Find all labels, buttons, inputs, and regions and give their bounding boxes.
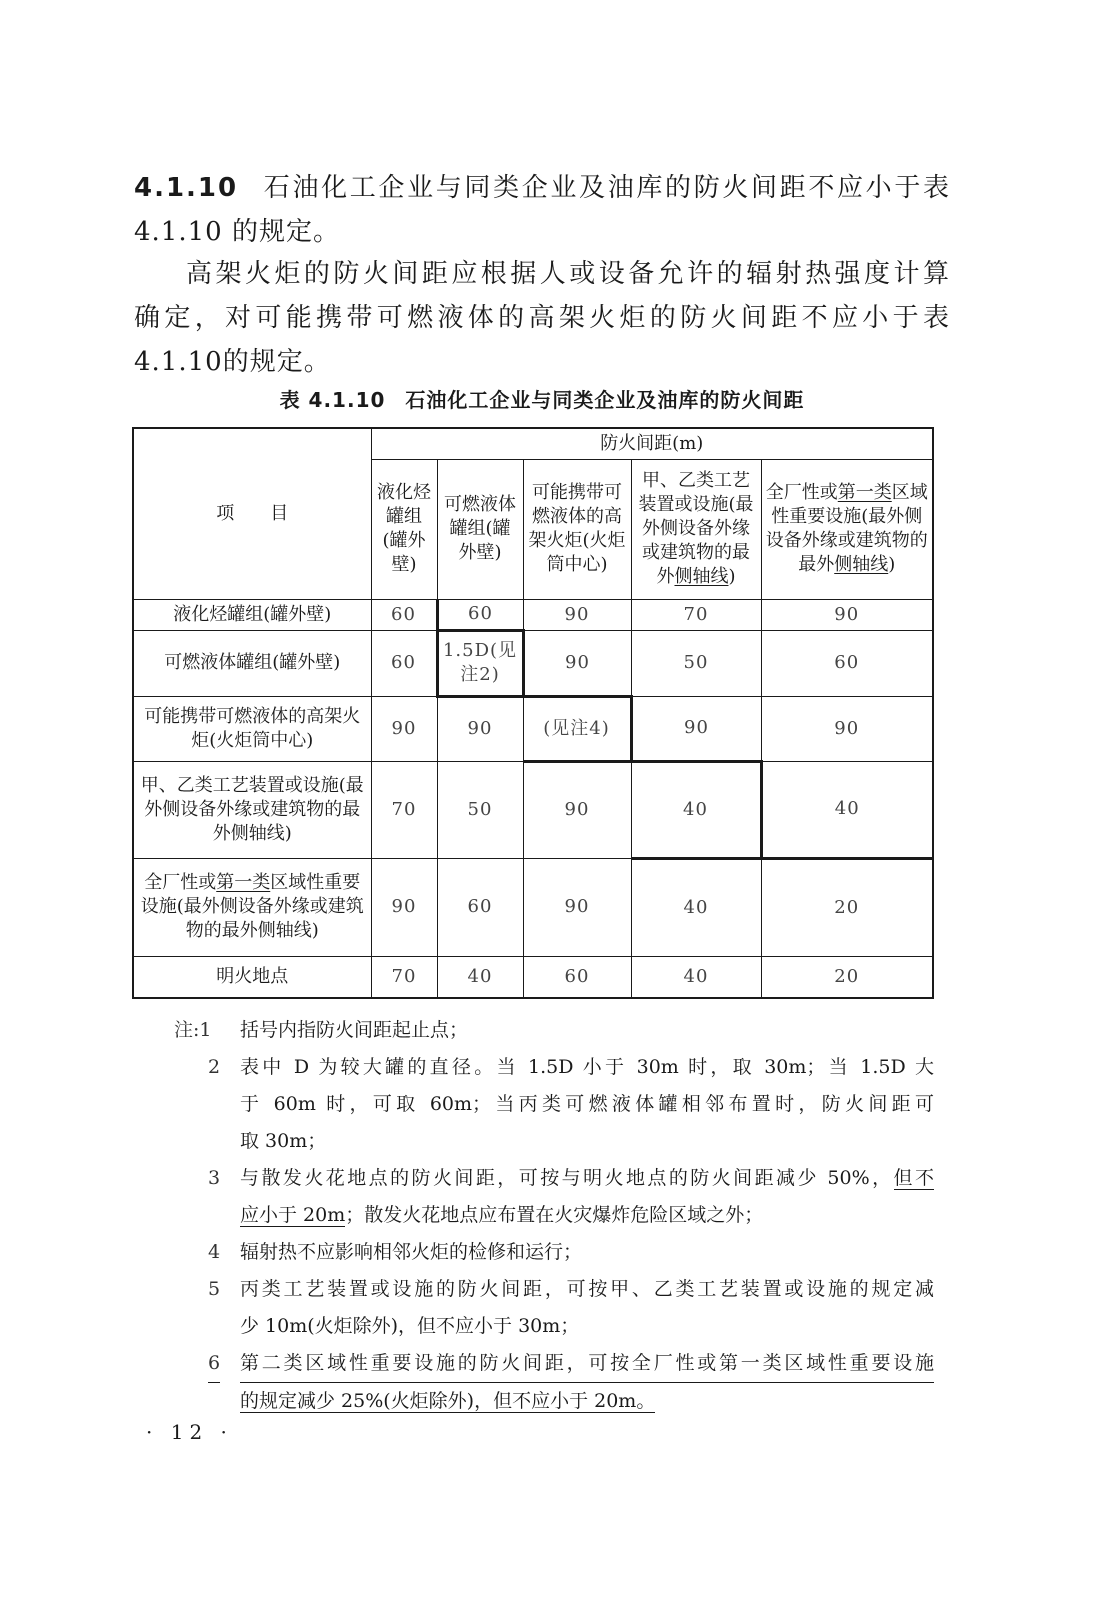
note-text: 少 10m(火炬除外)，但不应小于 30m； — [240, 1315, 580, 1337]
note-item — [174, 1049, 934, 1160]
row-header: 全厂性或第一类区域性重要设施(最外侧设备外缘或建筑物的最外侧轴线) — [133, 858, 371, 956]
paragraph-flare — [134, 252, 950, 384]
note-text: 括号内指防火间距起止点； — [240, 1019, 469, 1041]
note-item — [174, 1234, 934, 1271]
table-cell: 60 — [523, 956, 631, 998]
fire-distance-table — [132, 427, 934, 999]
table-cell: 40 — [437, 956, 523, 998]
note-number: 2 — [208, 1056, 221, 1078]
table-cell: 60 — [437, 599, 523, 630]
section-number: 4.1.10 — [134, 173, 239, 203]
table-caption — [134, 384, 950, 413]
paragraph-text: 高架火炬的防火间距应根据人或设备允许的辐射热强度计算 — [186, 259, 950, 289]
table-notes — [174, 1012, 934, 1420]
table-cell: (见注4) — [523, 696, 631, 761]
row-header: 明火地点 — [133, 956, 371, 998]
item-header: 项 目 — [133, 428, 371, 599]
table-cell: 90 — [437, 696, 523, 761]
table-cell: 1.5D(见注2) — [437, 630, 523, 696]
note-number: 3 — [208, 1167, 221, 1189]
note-text: 表中 D 为较大罐的直径。当 1.5D 小于 30m 时，取 30m；当 1.5D 大 — [240, 1056, 934, 1078]
row-header: 液化烃罐组(罐外壁) — [133, 599, 371, 630]
paragraph-text: 确定，对可能携带可燃液体的高架火炬的防火间距不应小于表 — [134, 303, 950, 333]
table-cell: 90 — [523, 858, 631, 956]
note-text: 的规定减少 25%(火炬除外)，但不应小于 20m。 — [240, 1390, 656, 1412]
table-cell: 90 — [631, 696, 761, 761]
column-header: 可燃液体罐组(罐外壁) — [437, 459, 523, 599]
column-header: 甲、乙类工艺装置或设施(最外侧设备外缘或建筑物的最外侧轴线) — [631, 459, 761, 599]
table-cell: 40 — [631, 858, 761, 956]
row-header: 甲、乙类工艺装置或设施(最外侧设备外缘或建筑物的最外侧轴线) — [133, 761, 371, 858]
table-cell: 90 — [371, 696, 437, 761]
table-cell: 70 — [371, 761, 437, 858]
column-header: 可能携带可燃液体的高架火炬(火炬筒中心) — [523, 459, 631, 599]
note-text: 与散发火花地点的防火间距，可按与明火地点的防火间距减少 50%，但不 — [240, 1167, 934, 1189]
table-cell: 20 — [761, 956, 933, 998]
table-cell: 40 — [631, 761, 761, 858]
table-cell: 50 — [437, 761, 523, 858]
column-header: 液化烃罐组(罐外壁) — [371, 459, 437, 599]
table-cell: 60 — [761, 630, 933, 696]
table-cell: 60 — [437, 858, 523, 956]
row-header: 可燃液体罐组(罐外壁) — [133, 630, 371, 696]
table-cell: 90 — [523, 761, 631, 858]
table-cell: 90 — [761, 599, 933, 630]
note-number: 6 — [208, 1345, 220, 1383]
note-text: 取 30m； — [240, 1130, 327, 1152]
table-row — [133, 761, 933, 858]
table-cell: 90 — [523, 630, 631, 696]
note-text: 于 60m 时，可取 60m；当丙类可燃液体罐相邻布置时，防火间距可 — [240, 1093, 934, 1115]
group-header: 防火间距(m) — [371, 428, 933, 459]
table-caption-title: 石油化工企业与同类企业及油库的防火间距 — [405, 388, 805, 412]
note-item — [174, 1160, 934, 1234]
note-number: 4 — [208, 1241, 221, 1263]
table-cell: 40 — [761, 761, 933, 858]
column-header: 全厂性或第一类区域性重要设施(最外侧设备外缘或建筑物的最外侧轴线) — [761, 459, 933, 599]
table-cell: 20 — [761, 858, 933, 956]
table-cell: 90 — [761, 696, 933, 761]
table-cell: 90 — [371, 858, 437, 956]
table-caption-number: 表 4.1.10 — [279, 388, 386, 412]
table-row — [133, 630, 933, 696]
paragraph-4-1-10 — [134, 166, 950, 254]
note-item — [174, 1012, 934, 1049]
table-cell: 50 — [631, 630, 761, 696]
table-cell: 90 — [523, 599, 631, 630]
note-prefix: 注:1 — [174, 1019, 212, 1041]
note-number: 5 — [208, 1278, 221, 1300]
table-header-row — [133, 428, 933, 459]
note-text: 第二类区域性重要设施的防火间距，可按全厂性或第一类区域性重要设施 — [240, 1345, 934, 1383]
paragraph-text: 4.1.10的规定。 — [134, 347, 331, 377]
paragraph-text: 石油化工企业与同类企业及油库的防火间距不应小于表 — [262, 173, 950, 203]
row-header: 可能携带可燃液体的高架火炬(火炬筒中心) — [133, 696, 371, 761]
note-item — [174, 1345, 934, 1420]
note-text: 辐射热不应影响相邻火炬的检修和运行； — [240, 1241, 583, 1263]
table-row — [133, 956, 933, 998]
note-text: 丙类工艺装置或设施的防火间距，可按甲、乙类工艺装置或设施的规定减 — [240, 1278, 934, 1300]
note-text: 应小于 20m；散发火花地点应布置在火灾爆炸危险区域之外； — [240, 1204, 764, 1226]
note-item — [174, 1271, 934, 1345]
table-cell: 60 — [371, 599, 437, 630]
table-cell: 70 — [371, 956, 437, 998]
paragraph-text: 4.1.10 的规定。 — [134, 217, 340, 247]
table-cell: 70 — [631, 599, 761, 630]
page-number: · 12 · — [146, 1420, 233, 1444]
table-row — [133, 599, 933, 630]
table-row — [133, 858, 933, 956]
table-cell: 60 — [371, 630, 437, 696]
table-cell: 40 — [631, 956, 761, 998]
table-row — [133, 696, 933, 761]
